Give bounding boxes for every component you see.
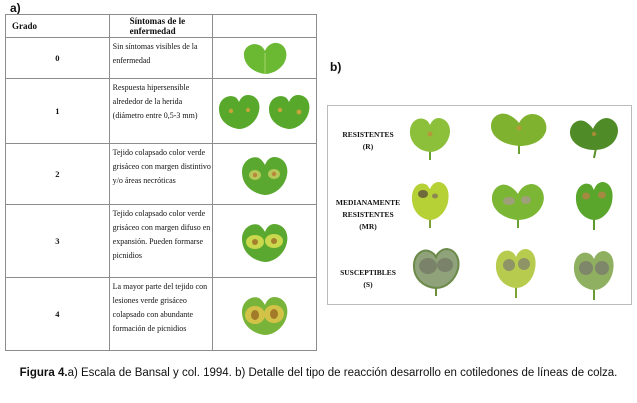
grade-cell: 4 xyxy=(6,278,110,351)
leaf-image-cell xyxy=(213,79,317,144)
grade-cell: 0 xyxy=(6,38,110,79)
table-row xyxy=(6,205,317,278)
table-row xyxy=(6,79,317,144)
row-label-resistentes: RESISTENTES (R) xyxy=(342,130,394,151)
caption-text: a) Escala de Bansal y col. 1994. b) Detalle del tipo de reacción desarrollo en cotiledones de líneas de colza. xyxy=(67,367,618,379)
leaf-mr-2 xyxy=(488,176,548,230)
leaf-s-2 xyxy=(492,242,540,300)
grade-cell: 2 xyxy=(6,144,110,205)
panel-label-b: b) xyxy=(330,60,342,74)
table-row xyxy=(6,278,317,351)
header-grado: Grado xyxy=(6,15,110,38)
table-row xyxy=(6,144,317,205)
bansal-scale-table xyxy=(5,14,317,351)
leaf-mr-3 xyxy=(572,176,616,232)
leaf-image-cell xyxy=(213,38,317,79)
symptom-cell: Sin síntomas visibles de la enfermedad xyxy=(109,38,213,79)
leaf-image-cell xyxy=(213,205,317,278)
leaf-image-cell xyxy=(213,144,317,205)
leaf-r-1 xyxy=(406,112,454,162)
row-label-medianamente: MEDIANAMENTE RESISTENTES (MR) xyxy=(335,198,401,231)
symptom-cell: Tejido colapsado color verde grisáceo con margen distintivo y/o áreas necróticas xyxy=(109,144,213,205)
header-image xyxy=(213,15,317,38)
row-label-susceptibles: SUSCEPTIBLES (S) xyxy=(340,268,396,289)
figure-caption xyxy=(0,366,637,381)
symptom-cell: Tejido colapsado color verde grisáceo con margen difuso en expansión. Pueden formarse picnidios xyxy=(109,205,213,278)
symptom-cell: La mayor parte del tejido con lesiones verde grisáceo colapsado con abundante formación de picnidios xyxy=(109,278,213,351)
cotyledon-grade-2-image xyxy=(240,152,290,196)
leaf-r-3 xyxy=(566,112,622,160)
caption-figure-number: Figura 4. xyxy=(19,367,68,379)
grade-cell: 3 xyxy=(6,205,110,278)
symptom-cell: Respuesta hipersensible alrededor de la herida (diámetro entre 0,5-3 mm) xyxy=(109,79,213,144)
table-header-row xyxy=(6,15,317,38)
reaction-types-photo xyxy=(327,105,632,305)
leaf-s-3 xyxy=(570,244,618,302)
leaf-image-cell xyxy=(213,278,317,351)
cotyledon-grade-1-image xyxy=(217,91,313,131)
leaf-s-1 xyxy=(410,242,462,298)
cotyledon-grade-4-image xyxy=(240,292,290,336)
cotyledon-grade-0-image xyxy=(242,41,288,75)
grade-cell: 1 xyxy=(6,79,110,144)
leaf-r-2 xyxy=(488,108,550,156)
header-sintomas: Síntomas de le enfermedad xyxy=(109,15,213,38)
cotyledon-grade-3-image xyxy=(240,219,290,263)
leaf-mr-1 xyxy=(408,176,452,230)
table-row xyxy=(6,38,317,79)
panel-label-a: a) xyxy=(10,1,21,15)
